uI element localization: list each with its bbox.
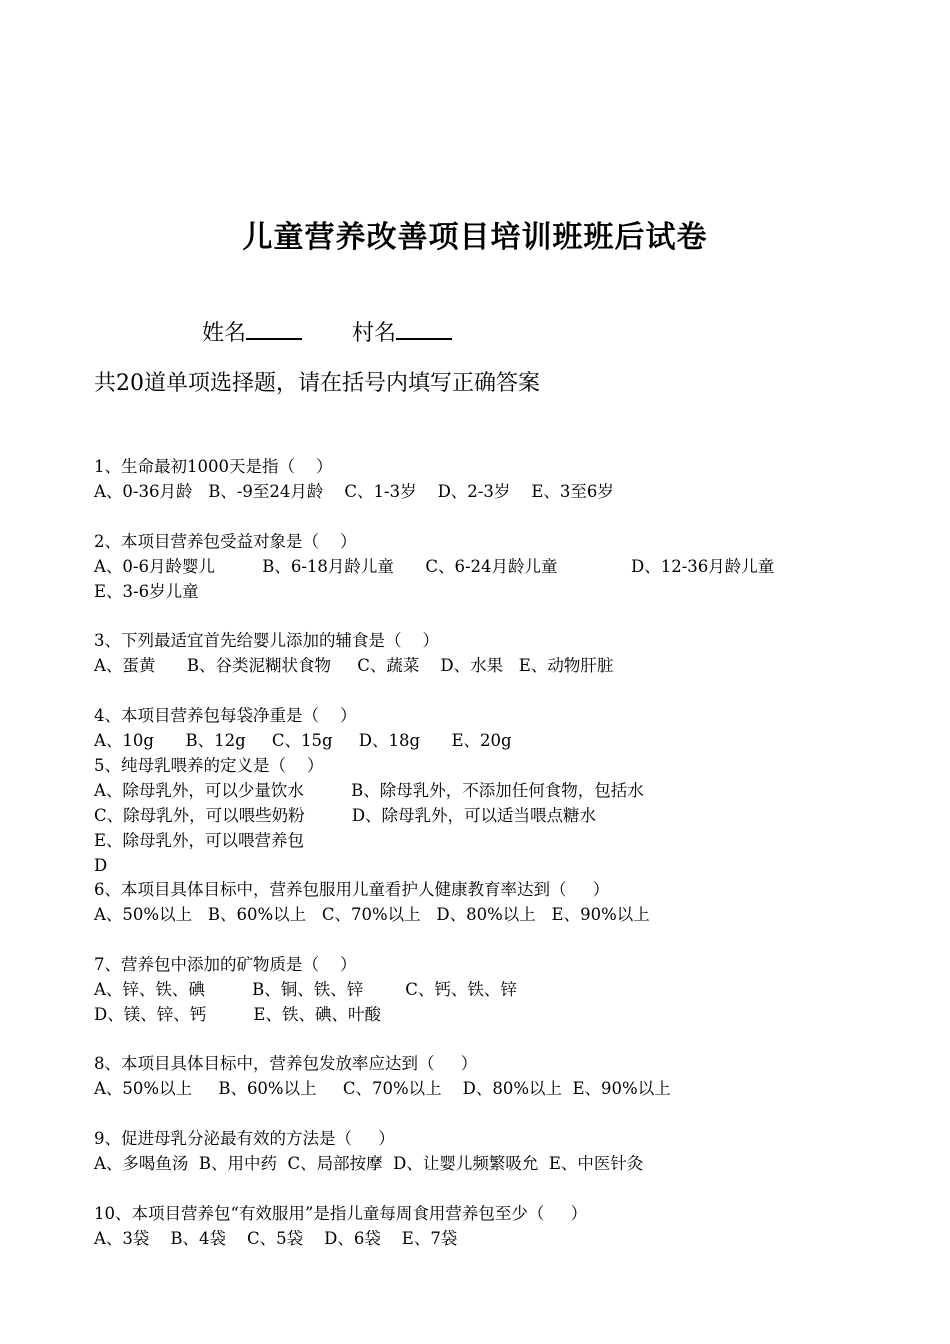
options-5-cont2: E、除母乳外，可以喂营养包 [94,831,305,850]
question-3: 3、下列最适宜首先给婴儿添加的辅食是（ ） [94,631,439,650]
question-4: 4、本项目营养包每袋净重是（ ） [94,706,357,725]
page-title: 儿童营养改善项目培训班班后试卷 [242,220,708,255]
options-5-cont: C、除母乳外，可以喂些奶粉 D、除母乳外，可以适当喂点糖水 [94,806,597,825]
question-9: 9、促进母乳分泌最有效的方法是（ ） [94,1129,395,1148]
question-1: 1、生命最初1000天是指（ ） [94,457,333,476]
name-label: 姓名 [202,321,247,346]
question-7: 7、营养包中添加的矿物质是（ ） [94,955,357,974]
options-3: A、蛋黄 B、谷类泥糊状食物 C、蔬菜 D、水果 E、动物肝脏 [94,656,614,675]
options-7: A、锌、铁、碘 B、铜、铁、锌 C、钙、铁、锌 [94,980,517,999]
question-2: 2、本项目营养包受益对象是（ ） [94,532,357,551]
question-5: 5、纯母乳喂养的定义是（ ） [94,756,324,775]
options-10: A、3袋 B、4袋 C、5袋 D、6袋 E、7袋 [94,1229,458,1248]
village-blank[interactable] [396,318,452,340]
village-label: 村名 [352,321,397,346]
options-2: A、0-6月龄婴儿 B、6-18月龄儿童 C、6-24月龄儿童 D、12-36月龄儿童 [94,557,775,576]
question-8: 8、本项目具体目标中，营养包发放率应达到（ ） [94,1054,478,1073]
options-4: A、10g B、12g C、15g D、18g E、20g [94,731,512,750]
options-7-cont: D、镁、锌、钙 E、铁、碘、叶酸 [94,1005,381,1024]
options-6: A、50%以上 B、60%以上 C、70%以上 D、80%以上 E、90%以上 [94,905,650,924]
info-fields [202,316,452,347]
name-blank[interactable] [246,318,302,340]
options-8: A、50%以上 B、60%以上 C、70%以上 D、80%以上 E、90%以上 [94,1079,671,1098]
question-6: 6、本项目具体目标中，营养包服用儿童看护人健康教育率达到（ ） [94,880,610,899]
instruction-text: 共20道单项选择题，请在括号内填写正确答案 [94,371,540,396]
options-5: A、除母乳外，可以少量饮水 B、除母乳外，不添加任何食物，包括水 [94,781,644,800]
options-9: A、多喝鱼汤 B、用中药 C、局部按摩 D、让婴儿频繁吸允 E、中医针灸 [94,1154,644,1173]
answer-5: D [94,856,108,875]
options-1: A、0-36月龄 B、-9至24月龄 C、1-3岁 D、2-3岁 E、3至6岁 [94,482,614,501]
options-2-cont: E、3-6岁儿童 [94,582,199,601]
question-10: 10、本项目营养包“有效服用”是指儿童每周食用营养包至少（ ） [94,1204,588,1223]
